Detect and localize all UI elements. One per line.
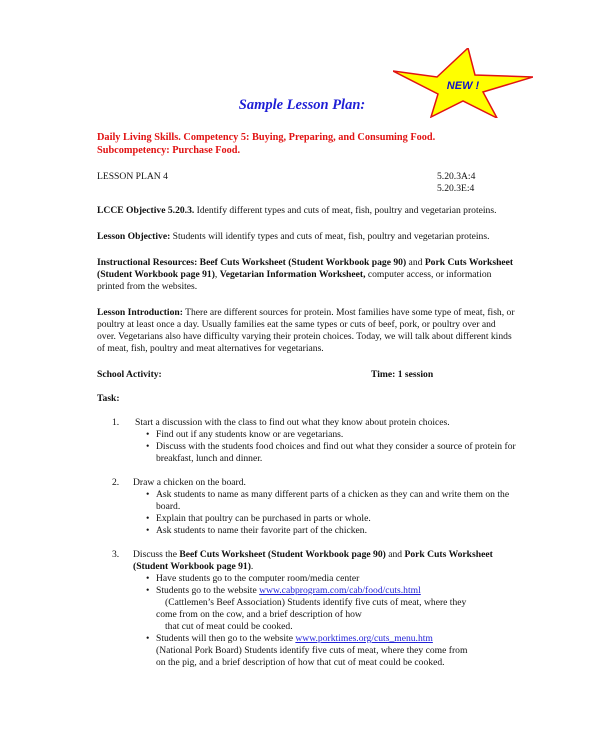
task-bullet-text: come from on the cow, and a brief description of how xyxy=(156,609,362,620)
task-bullet: • Discuss with the students food choices and find out what they consider a source of protein for breakfast, lunch and dinner. xyxy=(144,441,517,465)
task-number: 2. xyxy=(112,477,120,488)
lesson-objective-text: Students will identify types and cuts of meat, fish, poultry and vegetarian proteins. xyxy=(170,231,490,242)
task-bullet-text: on the pig, and a brief description of how that cut of meat could be cooked. xyxy=(156,657,445,668)
lcce-label: LCCE Objective 5.20.3. xyxy=(97,205,195,216)
introduction-text: There are different sources for protein. Most families have some type of meat, fish, or poultry at least once a day. Usually families eat the same types or cuts of beef, pork, or poultry over and over. Vegetarians also have difficulty varying their protein choices. Today, we will talk about different kinds of meat, fish, poultry and meat alternatives for vegetarians. xyxy=(97,307,515,354)
task-bullet: • Ask students to name as many different parts of a chicken as they can and write them on the board. xyxy=(144,489,517,513)
task-text-end: . xyxy=(250,561,254,572)
task-bullets xyxy=(133,573,517,669)
lesson-plan-code: 5.20.3A:4 xyxy=(437,171,476,182)
task-text-prefix: Discuss the xyxy=(133,549,180,560)
task-number: 3. xyxy=(112,549,120,560)
resources-separator: , xyxy=(214,269,220,280)
introduction-label: Lesson Introduction: xyxy=(97,307,183,318)
task-bullet: • Find out if any students know or are vegetarians. xyxy=(144,429,517,441)
resources-tail: computer access, or information printed from the websites. xyxy=(97,269,492,292)
resources-label: Instructional Resources: Beef Cuts Worksheet (Student Workbook page 90) xyxy=(97,257,407,268)
task-text: Start a discussion with the class to find out what they know about protein choices. xyxy=(135,417,450,428)
task-bullet-text: Students go to the website xyxy=(156,585,260,596)
task-text xyxy=(133,549,517,573)
lesson-content xyxy=(97,131,517,681)
instructional-resources xyxy=(97,257,517,293)
subcompetency-line: Subcompetency: Purchase Food. xyxy=(97,145,241,156)
task-text-connector: and xyxy=(385,549,405,560)
cab-program-link[interactable]: www.cabprogram.com/cab/food/cuts.html xyxy=(259,585,421,596)
task-bullets xyxy=(133,489,517,537)
task-bullet-text: that cut of meat could be cooked. xyxy=(165,621,293,632)
task-item xyxy=(97,477,517,537)
lesson-plan-code: 5.20.3E:4 xyxy=(437,183,475,194)
session-time: Time: 1 session xyxy=(371,369,434,380)
beef-worksheet-ref: Beef Cuts Worksheet (Student Workbook page 90) xyxy=(179,549,386,560)
task-bullet: • Have students go to the computer room/media center xyxy=(144,573,517,585)
page-title: Sample Lesson Plan: xyxy=(238,97,366,113)
task-text: Draw a chicken on the board. xyxy=(133,477,246,488)
resources-connector: and xyxy=(406,257,425,268)
pork-worksheet-ref: Pork Cuts Worksheet (Student Workbook page 91) xyxy=(133,549,493,572)
pork-worksheet-ref: Pork Cuts Worksheet (Student Workbook page 91) xyxy=(97,257,514,280)
lesson-introduction xyxy=(97,307,517,355)
task-bullet: • Ask students to name their favorite part of the chicken. xyxy=(144,525,517,537)
lesson-plan-codes xyxy=(437,171,475,195)
competency-heading xyxy=(97,131,517,157)
lesson-objective xyxy=(97,231,517,243)
task-bullets xyxy=(133,429,517,465)
task-label: Task: xyxy=(97,393,120,404)
lesson-plan-row xyxy=(97,171,517,195)
lesson-plan-label: LESSON PLAN 4 xyxy=(97,171,168,182)
school-activity-label: School Activity: xyxy=(97,369,162,380)
task-number: 1. xyxy=(112,417,120,428)
task-item xyxy=(97,417,517,465)
vegetarian-worksheet-ref: Vegetarian Information Worksheet, xyxy=(219,269,366,280)
task-bullet-text: Students will then go to the website xyxy=(156,633,296,644)
task-item xyxy=(97,549,517,669)
competency-line: Daily Living Skills. Competency 5: Buying, Preparing, and Consuming Food. xyxy=(97,132,436,143)
task-bullet xyxy=(144,585,517,633)
pork-times-link[interactable]: www.porktimes.org/cuts_menu.htm xyxy=(295,633,433,644)
lcce-text: Identify different types and cuts of meat, fish, poultry and vegetarian proteins. xyxy=(194,205,497,216)
task-bullet-text: (Cattlemen’s Beef Association) Students identify five cuts of meat, where they xyxy=(165,597,467,608)
task-bullet-text: (National Pork Board) Students identify five cuts of meat, where they come from xyxy=(156,645,468,656)
lcce-objective xyxy=(97,205,517,217)
new-badge-label: NEW ! xyxy=(446,80,480,92)
task-list xyxy=(97,417,517,669)
task-bullet xyxy=(144,633,517,669)
lesson-objective-label: Lesson Objective: xyxy=(97,231,171,242)
task-bullet: • Explain that poultry can be purchased in parts or whole. xyxy=(144,513,517,525)
school-activity-row xyxy=(97,369,517,381)
